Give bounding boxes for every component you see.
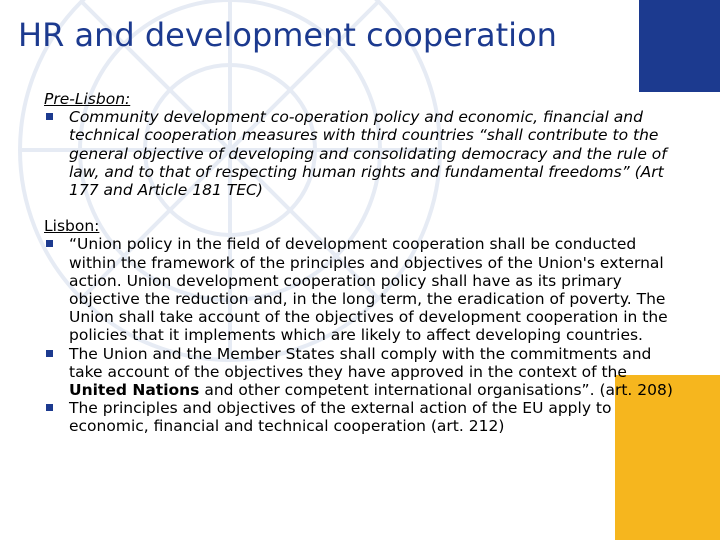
list-item (44, 235, 684, 344)
list-item (44, 399, 684, 435)
slide-body (44, 90, 684, 436)
lisbon-bullets (44, 235, 684, 435)
bullet-square-icon (46, 404, 53, 411)
pre-lisbon-bullets (44, 108, 684, 199)
bullet-square-icon (46, 350, 53, 357)
bullet-text: The principles and objectives of the external action of the EU apply to economic, financial and technical cooperation (art. 212) (69, 399, 612, 436)
bullet-text-part: and other competent international organisations”. (art. 208) (199, 381, 673, 400)
bullet-text-part: The Union and the Member States shall comply with the commitments and take account of the objectives they have approved in the context of the (69, 344, 652, 381)
list-item (44, 108, 684, 199)
lisbon-section (44, 217, 684, 435)
list-item (44, 345, 684, 400)
bullet-text: “Union policy in the field of development cooperation shall be conducted within the framework of the principles and objectives of the Union's external action. Union development cooperation policy shall have as its primary objective the reduction and, in the long term, the eradication of poverty. The Union shall take account of the objectives of development cooperation in the policies that it implements which are likely to affect developing countries. (69, 235, 668, 345)
bullet-text: Community development co-operation policy and economic, financial and technical cooperation measures with third countries “shall contribute to the general objective of developing and consolidating democracy and the rule of law, and to that of respecting human rights and fundamental freedoms” (Art 177 and Article 181 TEC) (69, 108, 667, 200)
blue-corner-block (639, 0, 720, 92)
lisbon-heading: Lisbon: (44, 217, 100, 236)
pre-lisbon-section (44, 90, 684, 199)
slide-title: HR and development cooperation (18, 16, 557, 54)
bullet-bold-text: United Nations (69, 381, 200, 400)
bullet-square-icon (46, 113, 53, 120)
pre-lisbon-heading: Pre-Lisbon: (44, 90, 131, 108)
bullet-square-icon (46, 240, 53, 247)
